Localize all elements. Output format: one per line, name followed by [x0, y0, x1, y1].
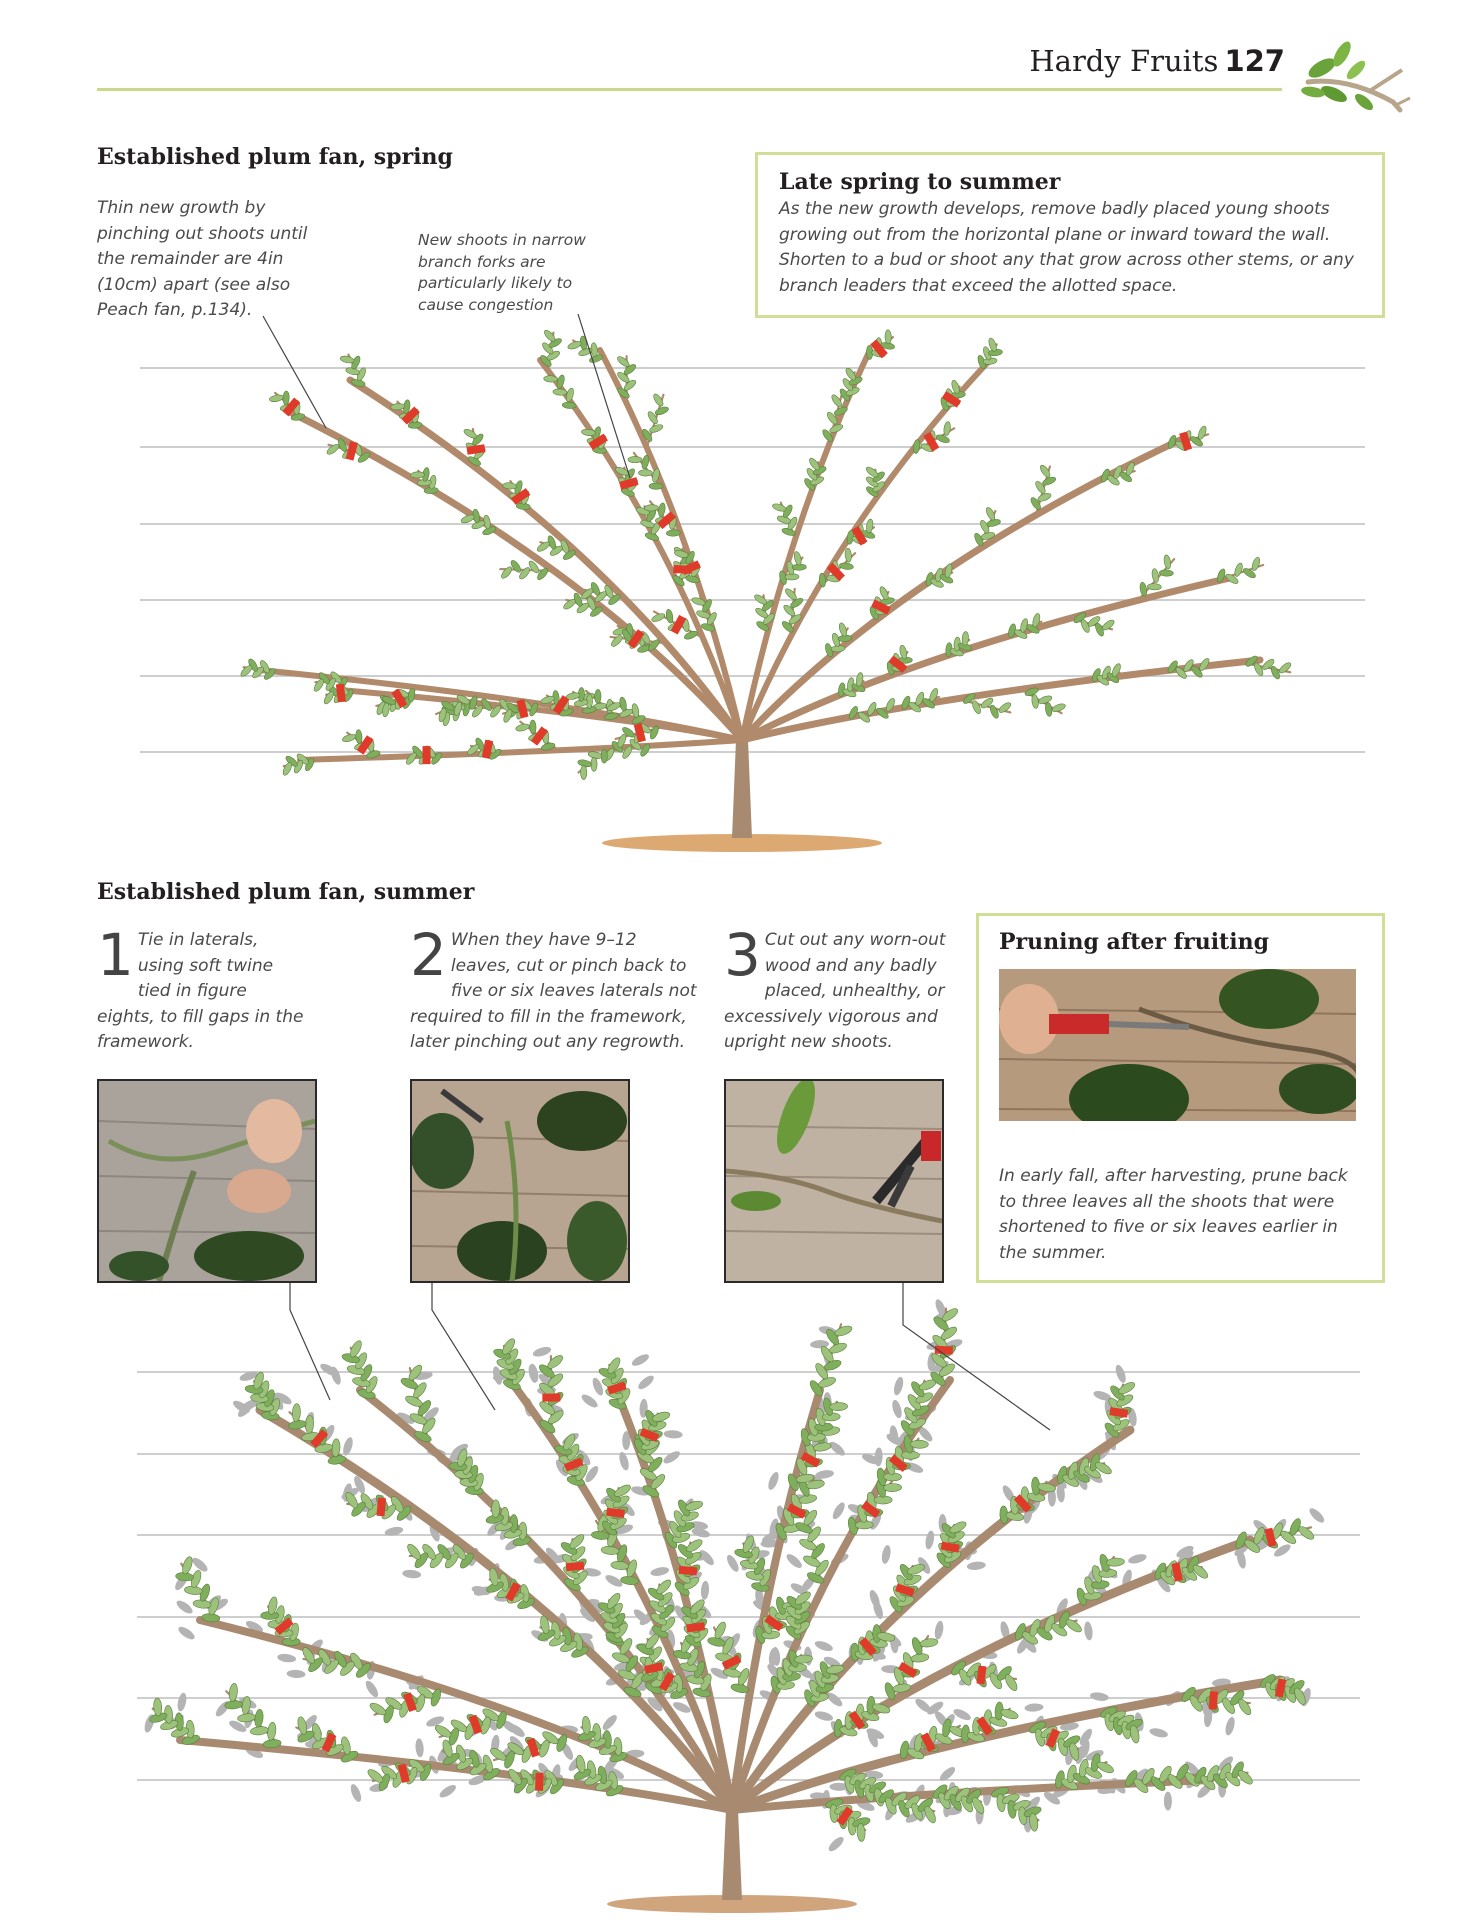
- branch-forks-caption: New shoots in narrow branch forks are particularly likely to cause congestion: [418, 231, 586, 314]
- step-3-number: 3: [724, 921, 761, 989]
- step-2-number: 2: [410, 921, 447, 989]
- section-title: Hardy Fruits: [1029, 44, 1219, 78]
- step-1: [97, 921, 307, 1056]
- secateurs-cutting-photo: [724, 1079, 944, 1283]
- step-1-text: Tie in laterals, using soft twine tied in figure eights, to fill gaps in the framework.: [97, 930, 304, 1052]
- pruning-after-fruiting-photo: [999, 969, 1356, 1121]
- pinching-shoots-photo: [410, 1079, 630, 1283]
- fruiting-caption: In early fall, after harvesting, prune back to three leaves all the shoots that were shortened to five or six leaves earlier in the summer.: [999, 1166, 1348, 1263]
- step-1-number: 1: [97, 921, 134, 989]
- step-3: [724, 921, 954, 1056]
- step-3-text: Cut out any worn-out wood and any badly placed, unhealthy, or excessively vigorous and upright new shoots.: [724, 930, 946, 1052]
- spring-heading: Established plum fan, spring: [97, 144, 453, 170]
- step-2: [410, 921, 700, 1056]
- late-spring-text: As the new growth develops, remove badly placed young shoots growing out from the horizontal plane or inward toward the wall. Shorten to a bud or shoot any that grow across other stems, or any branch leaders that exceed the allotted space.: [779, 199, 1354, 296]
- thin-growth-caption: Thin new growth by pinching out shoots until the remainder are 4in (10cm) apart (see also Peach fan, p.134).: [97, 198, 308, 320]
- spring-fan-tree-illustration: [0, 0, 1467, 870]
- summer-heading: Established plum fan, summer: [97, 879, 475, 905]
- fruiting-heading: Pruning after fruiting: [999, 929, 1269, 955]
- summer-fan-tree-illustration: [0, 1280, 1467, 1920]
- step-2-text: When they have 9–12 leaves, cut or pinch back to five or six leaves laterals not required to fill in the framework, later pinching out any regrowth.: [410, 930, 697, 1052]
- page-number: 127: [1224, 44, 1285, 78]
- late-spring-heading: Late spring to summer: [779, 169, 1061, 195]
- pruning-after-fruiting-box: [976, 913, 1385, 1283]
- tying-laterals-photo: [97, 1079, 317, 1283]
